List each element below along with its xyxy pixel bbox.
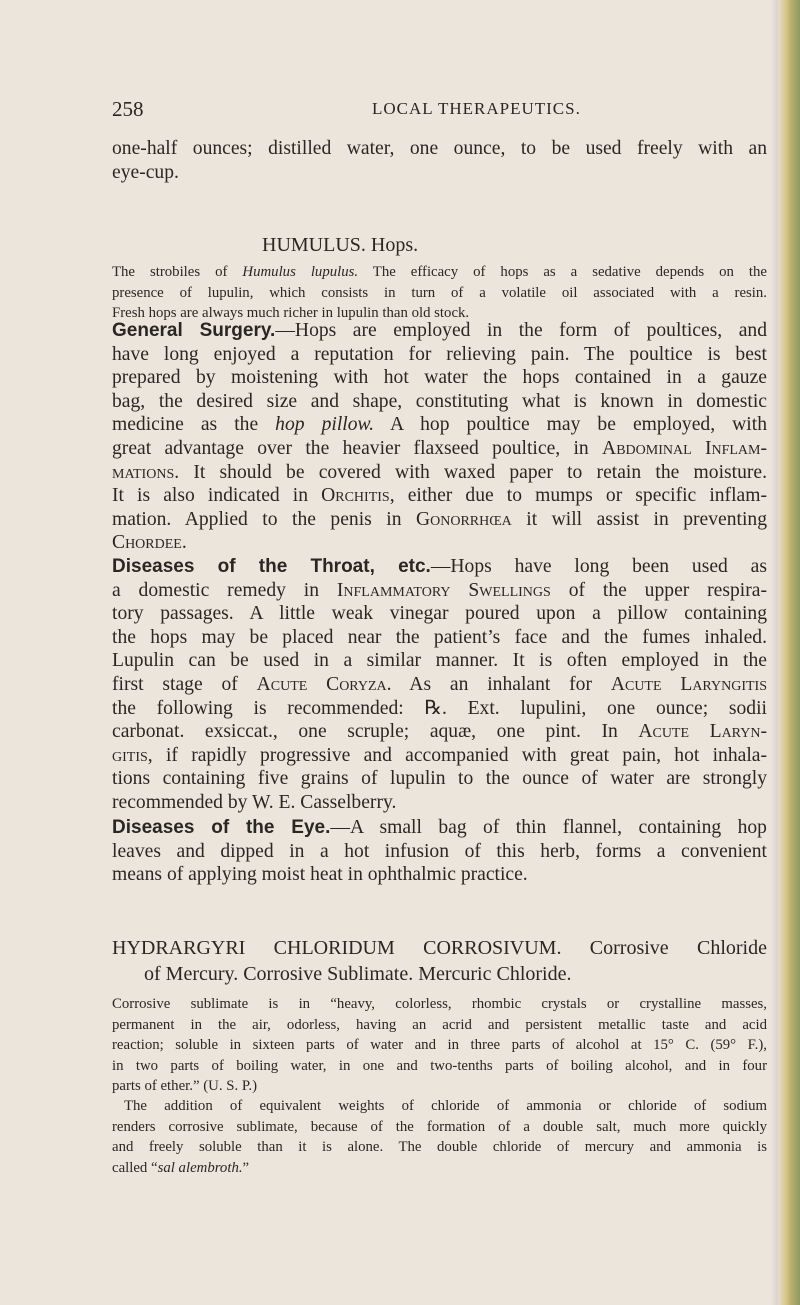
page-edge-shadow bbox=[770, 0, 778, 1305]
text-line: HYDRARGYRI CHLORIDUM CORROSIVUM. Corrosive Chloride bbox=[112, 937, 767, 959]
text-line: and freely soluble than it is alone. The double chloride of mercury and ammonia is bbox=[112, 1139, 767, 1156]
running-head: LOCAL THERAPEUTICS. bbox=[372, 99, 581, 118]
text-line: first stage of Acute Coryza. As an inhalant for Acute Laryngitis bbox=[112, 673, 767, 695]
text-line: Lupulin can be used in a similar manner. It is often employed in the bbox=[112, 650, 767, 672]
text-line: mation. Applied to the penis in Gonorrhœa it will assist in preventing bbox=[112, 508, 768, 530]
text-line: presence of lupulin, which consists in turn of a volatile oil associated with a resin. bbox=[112, 284, 767, 301]
text-line: medicine as the hop pillow. A hop poultice may be employed, with bbox=[112, 414, 767, 436]
page-number: 258 bbox=[112, 97, 144, 121]
text-line: of Mercury. Corrosive Sublimate. Mercuric Chloride. bbox=[144, 963, 572, 985]
text-line: General Surgery.—Hops are employed in the form of poultices, and bbox=[112, 320, 767, 341]
text-line: leaves and dipped in a hot infusion of this herb, forms a convenient bbox=[112, 840, 767, 862]
text-line: have long enjoyed a reputation for relieving pain. The poultice is best bbox=[112, 343, 767, 365]
hydrargyri-paragraph-2 bbox=[112, 1096, 767, 1178]
text-line: the hops may be placed near the patient’s face and the fumes inhaled. bbox=[112, 626, 767, 648]
text-line: great advantage over the heavier flaxseed poultice, in Abdominal Inflam- bbox=[112, 437, 768, 459]
page-header bbox=[112, 97, 712, 127]
text-line: bag, the desired size and shape, constituting what is known in domestic bbox=[112, 390, 767, 412]
text-line: It is also indicated in Orchitis, either due to mumps or specific inflam- bbox=[112, 485, 767, 507]
text-line: The addition of equivalent weights of chloride of ammonia or chloride of sodium bbox=[124, 1098, 767, 1114]
text-line: reaction; soluble in sixteen parts of water and in three parts of alcohol at 15° C. (59° F.), bbox=[112, 1037, 767, 1054]
text-line: carbonat. exsiccat., one scruple; aquæ, one pint. In Acute Laryn- bbox=[112, 721, 767, 743]
text-line: eye-cup. bbox=[112, 161, 179, 183]
text-line: called “sal alembroth.” bbox=[112, 1159, 250, 1176]
text-line: Diseases of the Eye.—A small bag of thin flannel, containing hop bbox=[112, 817, 767, 838]
text-line: renders corrosive sublimate, because of the formation of a double salt, much more quickly bbox=[112, 1118, 767, 1135]
section-heading: General Surgery. bbox=[112, 320, 276, 341]
text-line: prepared by moistening with hot water the hops contained in a gauze bbox=[112, 367, 767, 389]
text-line: The strobiles of Humulus lupulus. The efficacy of hops as a sedative depends on the bbox=[112, 264, 767, 280]
latin-name: Humulus lupulus. bbox=[242, 264, 359, 280]
hydrargyri-heading bbox=[112, 935, 767, 987]
hydrargyri-paragraph-1 bbox=[112, 994, 767, 1097]
text-line: a domestic remedy in Inflammatory Swellings of the upper respira- bbox=[112, 579, 767, 601]
section-heading: Diseases of the Eye. bbox=[112, 817, 331, 838]
text-line: tions containing five grains of lupulin to the ounce of water are strongly bbox=[112, 768, 767, 790]
text-line: tory passages. A little weak vinegar poured upon a pillow containing bbox=[112, 603, 767, 625]
text-line: one-half ounces; distilled water, one ounce, to be used freely with an bbox=[112, 138, 767, 159]
text-line: permanent in the air, odorless, having an acrid and persistent metallic taste and acid bbox=[112, 1016, 767, 1033]
text-line: parts of ether.” (U. S. P.) bbox=[112, 1078, 258, 1095]
intro-paragraph bbox=[112, 137, 767, 184]
page-edge bbox=[778, 0, 800, 1305]
text-line: Diseases of the Throat, etc.—Hops have long been used as bbox=[112, 556, 767, 577]
text-line: in two parts of boiling water, in one and two-tenths parts of boiling alcohol, and in four bbox=[112, 1057, 767, 1074]
text-line: means of applying moist heat in ophthalmic practice. bbox=[112, 864, 528, 886]
section-heading: Diseases of the Throat, etc. bbox=[112, 556, 431, 577]
eye-section bbox=[112, 816, 767, 887]
text-line: Chordee. bbox=[112, 532, 187, 554]
throat-section bbox=[112, 555, 767, 815]
text-line: recommended by W. E. Casselberry. bbox=[112, 791, 397, 813]
text-line: the following is recommended: ℞. Ext. lupulini, one ounce; sodii bbox=[112, 697, 767, 719]
humulus-description bbox=[112, 262, 767, 324]
humulus-heading: HUMULUS. Hops. bbox=[262, 234, 419, 256]
text-line: mations. It should be covered with waxed paper to retain the moisture. bbox=[112, 461, 767, 483]
text-line: gitis, if rapidly progressive and accompanied with great pain, hot inhala- bbox=[112, 744, 767, 766]
general-surgery-section bbox=[112, 319, 767, 555]
text-line: Fresh hops are always much richer in lupulin than old stock. bbox=[112, 305, 470, 322]
text-line: Corrosive sublimate is in “heavy, colorless, rhombic crystals or crystalline masses, bbox=[112, 996, 767, 1012]
